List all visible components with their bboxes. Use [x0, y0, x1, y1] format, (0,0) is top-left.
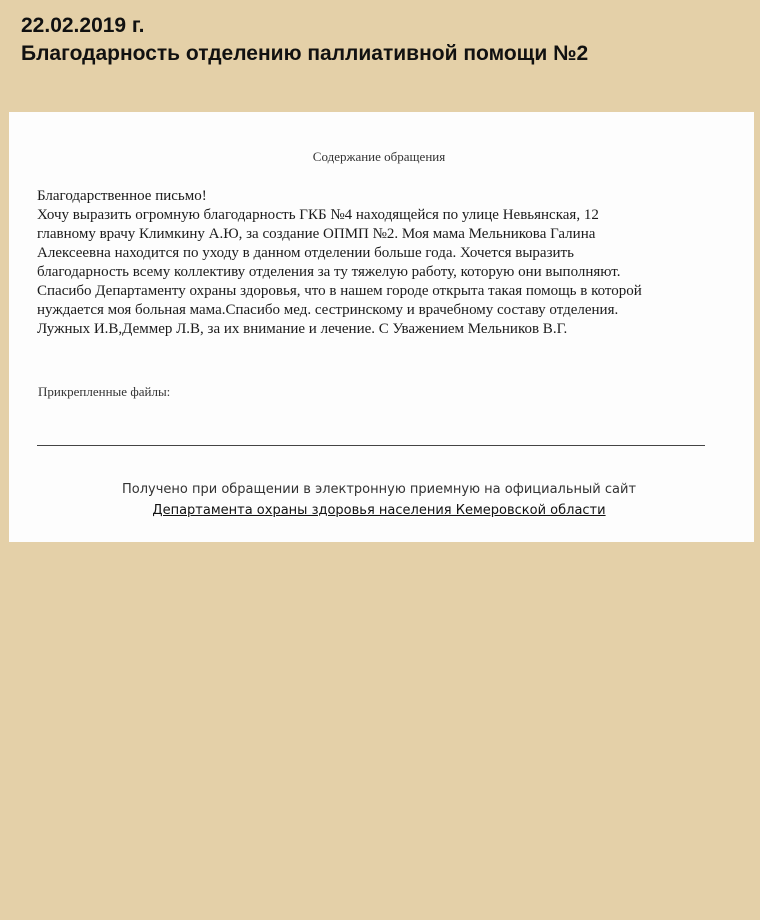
letter-line: Лужных И.В,Деммер Л.В, за их внимание и лечение. С Уважением Мельников В.Г.: [37, 321, 568, 337]
letter-line: нуждается моя больная мама.Спасибо мед. сестринскому и врачебному составу отделения.: [37, 302, 619, 318]
attachments-label: Прикрепленные файлы:: [38, 384, 171, 399]
letter-body: [37, 187, 705, 339]
scanned-letter: [9, 112, 754, 542]
letter-greeting: Благодарственное письмо!: [37, 188, 207, 204]
footer-note: Получено при обращении в электронную приемную на официальный сайт: [121, 482, 637, 497]
publication-date: 22.02.2019 г.: [21, 14, 145, 37]
letter-heading: Содержание обращения: [312, 149, 446, 164]
letter-line: Спасибо Департаменту охраны здоровья, что в нашем городе открыта такая помощь в которой: [37, 283, 642, 299]
page-header: [21, 12, 741, 68]
department-link-text: Департамента охраны здоровья населения Кемеровской области: [152, 503, 606, 518]
page-title: Благодарность отделению паллиативной помощи №2: [21, 42, 589, 65]
letter-line: Хочу выразить огромную благодарность ГКБ №4 находящейся по улице Невьянская, 12: [37, 207, 599, 223]
letter-line: главному врачу Климкину А.Ю, за создание ОПМП №2. Моя мама Мельникова Галина: [37, 226, 596, 242]
divider: [37, 445, 705, 446]
letter-line: благодарность всему коллективу отделения за ту тяжелую работу, которую они выполняют.: [37, 264, 621, 280]
footer-department-link: [9, 503, 749, 518]
letter-line: Алексеевна находится по уходу в данном отделении больше года. Хочется выразить: [37, 245, 574, 261]
